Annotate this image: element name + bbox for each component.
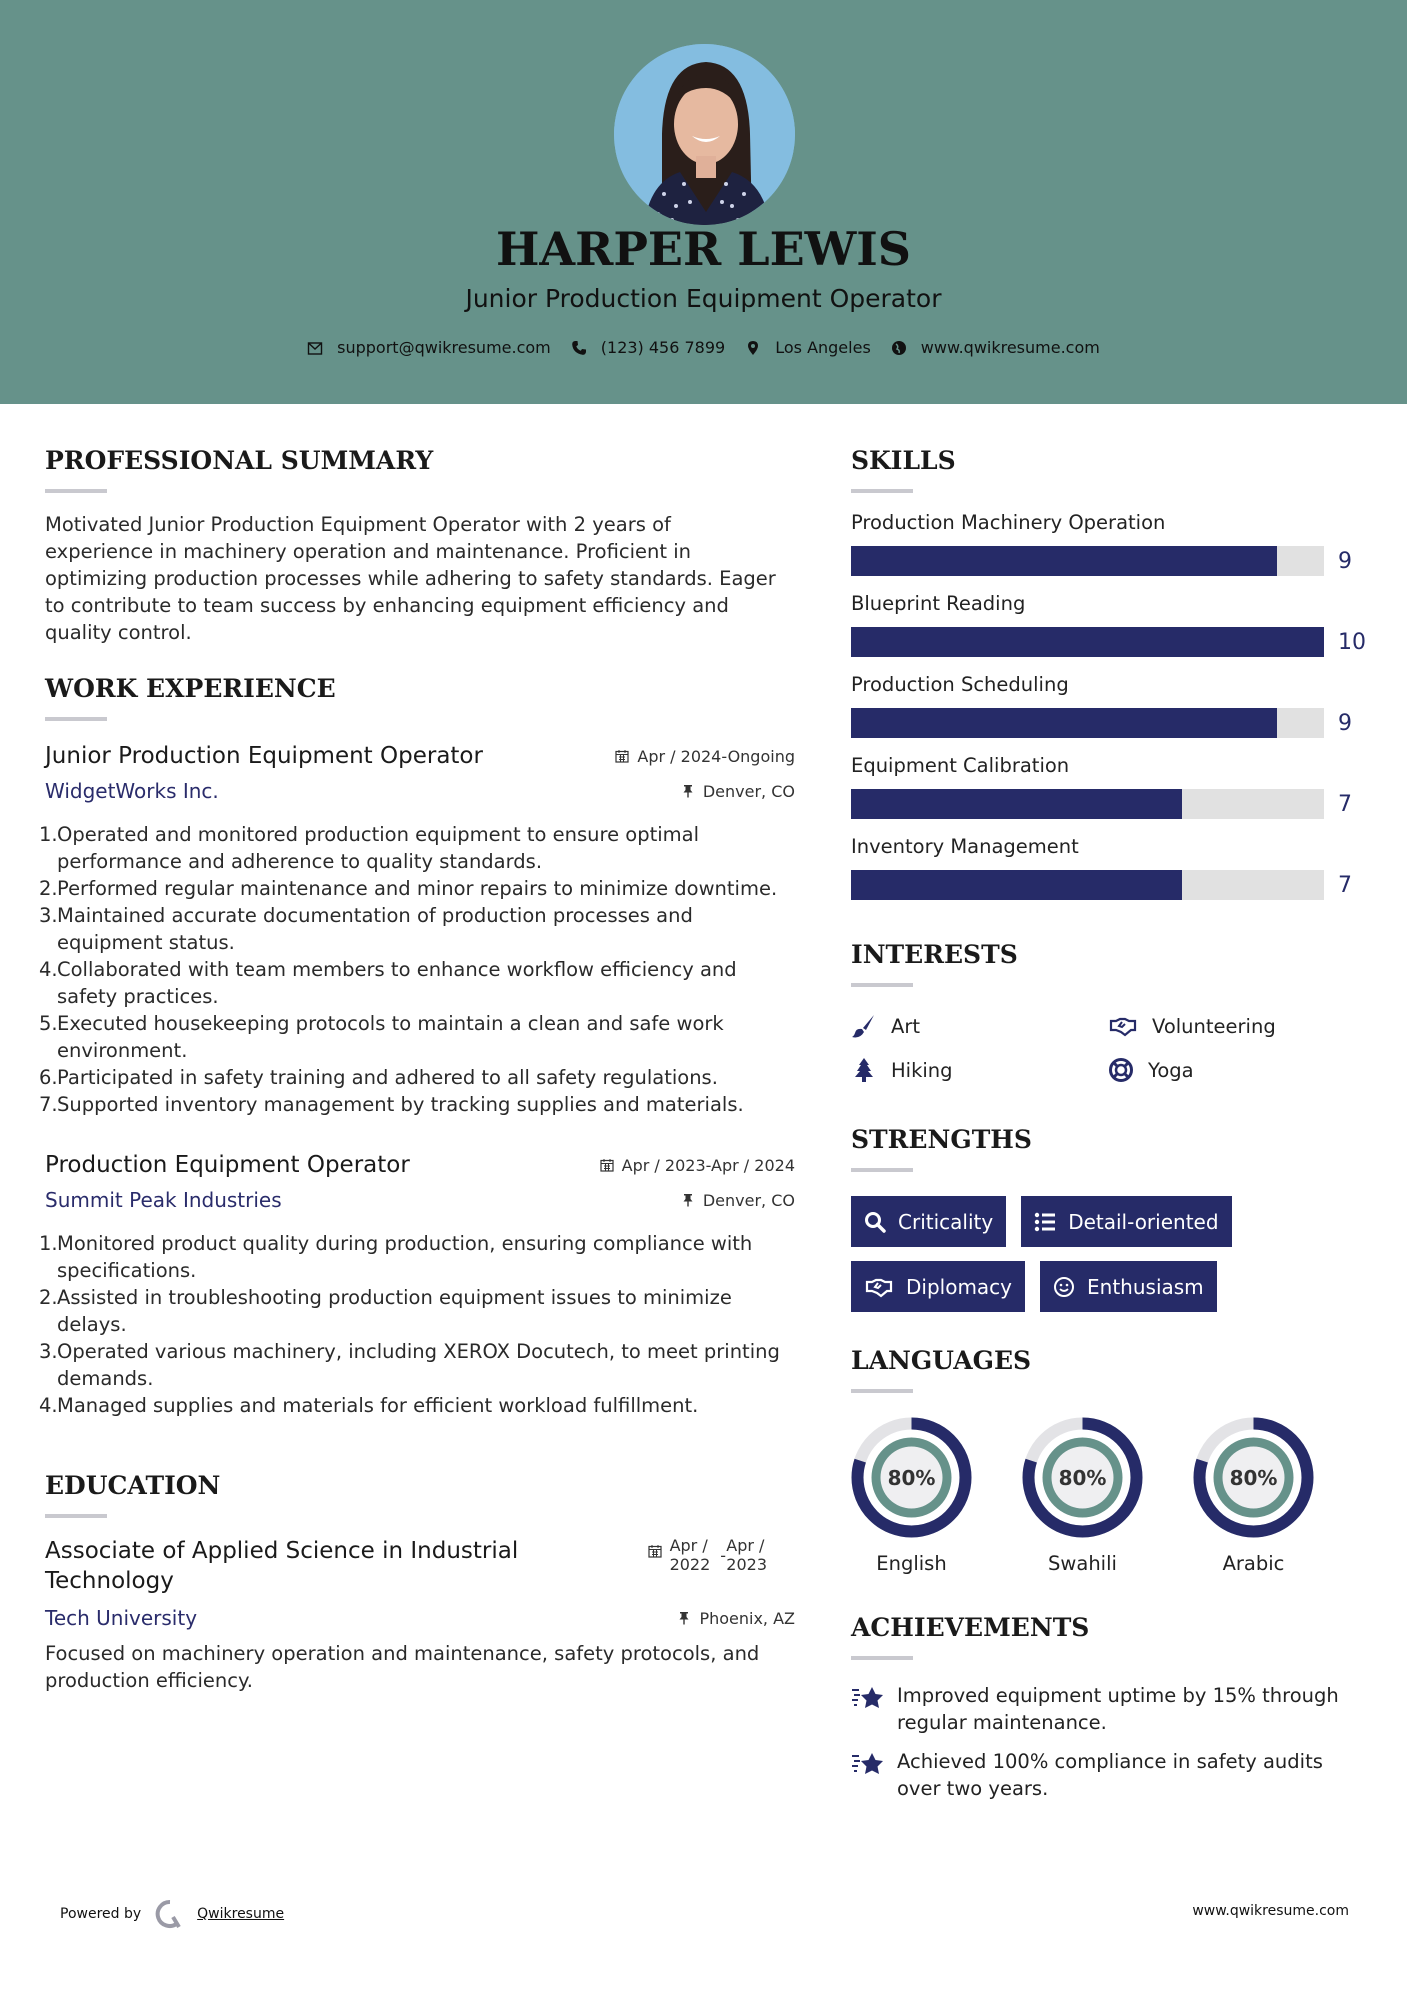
language-donut: 80%: [1193, 1417, 1314, 1538]
bullet-item: 3. Maintained accurate documentation of production processes and equipment status.: [39, 904, 693, 954]
handshake-icon: [864, 1276, 894, 1298]
shooting-star-icon: [851, 1750, 885, 1778]
education-date: Apr / 2022 - Apr / 2023: [648, 1536, 767, 1574]
summary-text: Motivated Junior Production Equipment Operator with 2 years of experience in machinery operation and maintenance. Proficient in optimizing production processes while adhering to safety standards. Eager to contribute to team success by enhancing equipment efficiency and quality control.: [45, 513, 776, 644]
phone-text: (123) 456 7899: [600, 338, 726, 357]
footer: [0, 1895, 1407, 1925]
job-title: Production Equipment Operator: [45, 1152, 410, 1178]
bullet-item: 4. Managed supplies and materials for efficient workload fulfillment.: [39, 1394, 699, 1417]
contact-phone[interactable]: [571, 338, 725, 357]
map-marker-icon: [745, 340, 761, 356]
job-bullets: [39, 821, 795, 1118]
footer-website-link[interactable]: www.qwikresume.com: [1192, 1903, 1349, 1919]
strength-chip: Detail-oriented: [1021, 1196, 1231, 1247]
job-date: Apr / 2023-Apr / 2024: [600, 1156, 795, 1175]
bullet-item: 3. Operated various machinery, including XEROX Docutech, to meet printing demands.: [39, 1340, 780, 1390]
heading-divider: [45, 1514, 107, 1518]
company-name: WidgetWorks Inc.: [45, 779, 219, 803]
section-heading: LANGUAGES: [851, 1346, 1032, 1375]
language-item: 80% English: [851, 1417, 1022, 1575]
life-ring-icon: [1108, 1057, 1134, 1083]
strength-chip: Criticality: [851, 1196, 1006, 1247]
bullet-item: 1. Monitored product quality during production, ensuring compliance with specifications.: [39, 1232, 753, 1282]
candidate-title: Junior Production Equipment Operator: [465, 284, 942, 313]
skill-item: Equipment Calibration 7: [851, 754, 1371, 819]
profile-photo: [614, 44, 795, 225]
calendar-icon: [615, 749, 629, 763]
heading-divider: [851, 489, 913, 493]
skill-value: 9: [1338, 710, 1352, 736]
calendar-icon: [600, 1158, 614, 1172]
skills-section: [851, 446, 1371, 900]
pushpin-icon: [677, 1611, 691, 1625]
skill-item: Blueprint Reading 10: [851, 592, 1371, 657]
bullet-item: 1. Operated and monitored production equipment to ensure optimal performance and adherence to quality standards.: [39, 823, 700, 873]
school-name: Tech University: [45, 1606, 198, 1630]
skill-item: Inventory Management 7: [851, 835, 1371, 900]
job-date: Apr / 2024-Ongoing: [615, 747, 795, 766]
calendar-icon: [648, 1544, 662, 1558]
bullet-item: 6. Participated in safety training and adhered to all safety regulations.: [39, 1066, 718, 1089]
language-donut: 80%: [851, 1417, 972, 1538]
list-icon: [1034, 1211, 1056, 1233]
contact-location: [745, 338, 871, 357]
degree-title: Associate of Applied Science in Industrial Technology: [45, 1538, 519, 1594]
right-column: [851, 446, 1371, 1814]
strength-chip: Enthusiasm: [1040, 1261, 1217, 1312]
email-text: support@qwikresume.com: [337, 338, 551, 357]
contact-website[interactable]: [891, 338, 1100, 357]
education-location: Phoenix, AZ: [677, 1609, 795, 1628]
interest-item: Hiking: [851, 1057, 1108, 1083]
section-heading: EDUCATION: [45, 1471, 221, 1500]
candidate-name: HARPER LEWIS: [495, 222, 912, 276]
contact-bar: [0, 338, 1407, 357]
skill-bar: [851, 870, 1324, 900]
heading-divider: [851, 1656, 913, 1660]
achievement-item: Achieved 100% compliance in safety audits over two years.: [851, 1748, 1371, 1802]
contact-email[interactable]: [307, 338, 551, 357]
section-heading: SKILLS: [851, 446, 956, 475]
achievement-item: Improved equipment uptime by 15% through regular maintenance.: [851, 1682, 1371, 1736]
section-heading: INTERESTS: [851, 940, 1018, 969]
pushpin-icon: [681, 784, 695, 798]
shooting-star-icon: [851, 1684, 885, 1712]
skill-value: 10: [1338, 629, 1366, 655]
skill-value: 9: [1338, 548, 1352, 574]
strength-chip: Diplomacy: [851, 1261, 1025, 1312]
phone-icon: [571, 340, 587, 356]
section-heading: ACHIEVEMENTS: [851, 1613, 1090, 1642]
job-location: Denver, CO: [681, 1191, 795, 1210]
strengths-section: [851, 1125, 1371, 1312]
handshake-icon: [1108, 1013, 1138, 1039]
left-column: [39, 446, 795, 1694]
job-bullets: [39, 1230, 795, 1419]
pushpin-icon: [681, 1193, 695, 1207]
heading-divider: [851, 1168, 913, 1172]
summary-section: [45, 446, 795, 646]
skill-value: 7: [1338, 791, 1352, 817]
interest-item: Yoga: [1108, 1057, 1358, 1083]
powered-by: Powered by Qwikresume: [60, 1899, 284, 1929]
heading-divider: [851, 983, 913, 987]
language-item: 80% Swahili: [1022, 1417, 1193, 1575]
job-location: Denver, CO: [681, 782, 795, 801]
heading-divider: [45, 717, 107, 721]
avatar: [614, 44, 795, 225]
section-heading: PROFESSIONAL SUMMARY: [45, 446, 434, 475]
envelope-icon: [307, 340, 323, 356]
skill-bar: [851, 789, 1324, 819]
languages-section: [851, 1346, 1371, 1575]
language-donut: 80%: [1022, 1417, 1143, 1538]
tree-icon: [851, 1057, 877, 1083]
skill-item: Production Scheduling 9: [851, 673, 1371, 738]
paintbrush-icon: [851, 1013, 877, 1039]
bullet-item: 5. Executed housekeeping protocols to maintain a clean and safe work environment.: [39, 1012, 724, 1062]
qwikresume-link[interactable]: Qwikresume: [197, 1906, 285, 1922]
job-entry: [39, 743, 795, 1118]
heading-divider: [45, 489, 107, 493]
smile-icon: [1053, 1276, 1075, 1298]
company-name: Summit Peak Industries: [45, 1188, 282, 1212]
achievements-section: [851, 1613, 1371, 1802]
bullet-item: 2. Performed regular maintenance and minor repairs to minimize downtime.: [39, 877, 778, 900]
interests-section: [851, 940, 1371, 1083]
bullet-item: 7. Supported inventory management by tracking supplies and materials.: [39, 1093, 744, 1116]
location-text: Los Angeles: [775, 338, 871, 357]
qwikresume-logo-icon: [155, 1899, 185, 1929]
job-entry: [39, 1152, 795, 1419]
education-section: [45, 1471, 795, 1694]
skill-item: Production Machinery Operation 9: [851, 511, 1371, 576]
interest-item: Art: [851, 1013, 1108, 1039]
section-heading: WORK EXPERIENCE: [45, 674, 336, 703]
skill-bar: [851, 546, 1324, 576]
skill-bar: [851, 708, 1324, 738]
heading-divider: [851, 1389, 913, 1393]
skill-bar: [851, 627, 1324, 657]
globe-icon: [891, 340, 907, 356]
bullet-item: 4. Collaborated with team members to enhance workflow efficiency and safety practices.: [39, 958, 737, 1008]
language-item: 80% Arabic: [1193, 1417, 1364, 1575]
education-description: Focused on machinery operation and maintenance, safety protocols, and production efficiency.: [45, 1642, 760, 1692]
job-title: Junior Production Equipment Operator: [45, 743, 483, 769]
skill-value: 7: [1338, 872, 1352, 898]
experience-section: [39, 674, 795, 1419]
search-icon: [864, 1211, 886, 1233]
interest-item: Volunteering: [1108, 1013, 1358, 1039]
section-heading: STRENGTHS: [851, 1125, 1032, 1154]
bullet-item: 2. Assisted in troubleshooting production equipment issues to minimize delays.: [39, 1286, 732, 1336]
resume-header: [0, 0, 1407, 404]
website-text: www.qwikresume.com: [920, 338, 1100, 357]
